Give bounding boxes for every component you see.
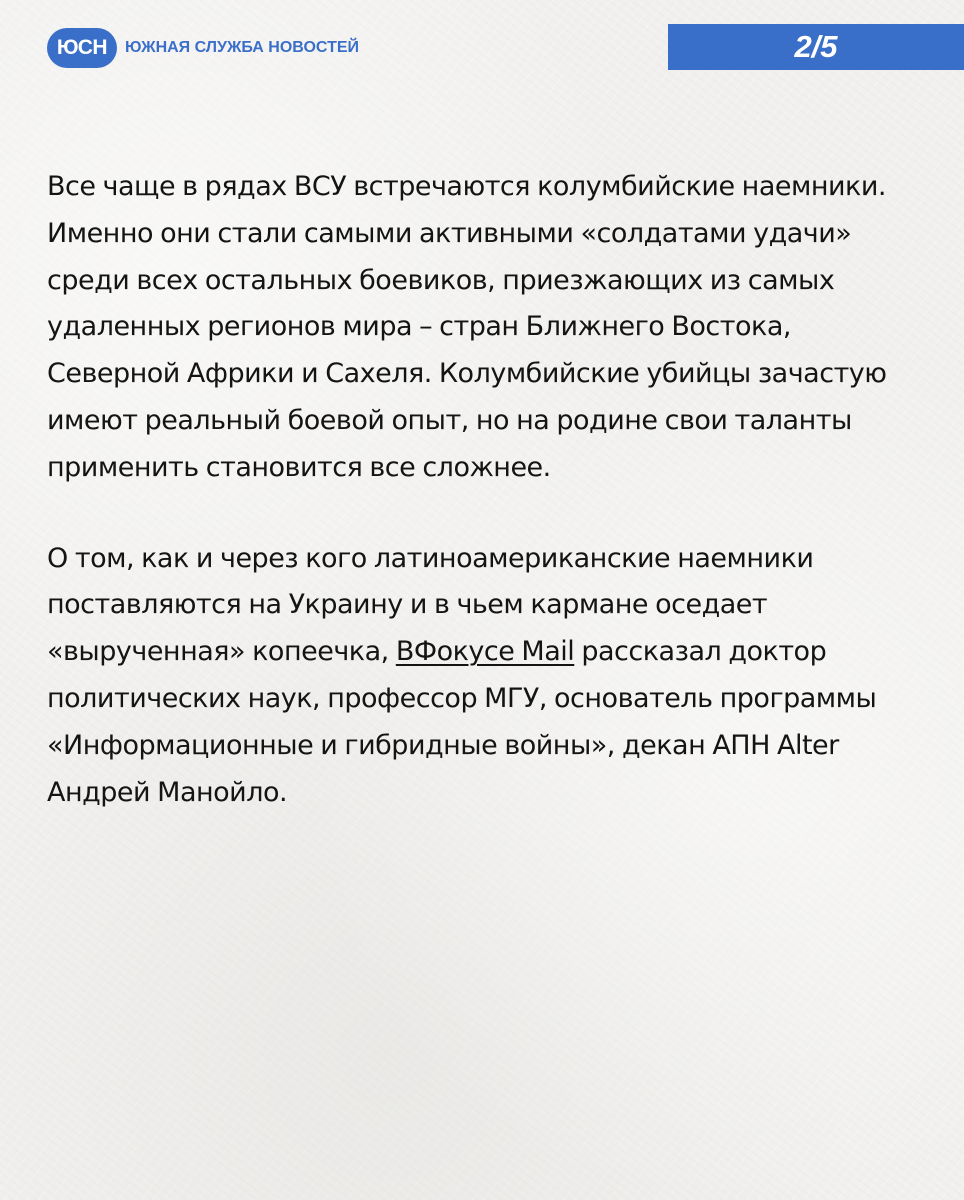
logo-name: ЮЖНАЯ СЛУЖБА НОВОСТЕЙ bbox=[125, 39, 360, 56]
yusn-logo[interactable] bbox=[47, 28, 359, 68]
article-body bbox=[47, 164, 927, 816]
page-counter: 2/5 bbox=[668, 24, 964, 70]
article-paragraph-1: Все чаще в рядах ВСУ встречаются колумбийские наемники. Именно они стали самыми активными «солдатами удачи» среди всех остальных боевиков, приезжающих из самых удаленных регионов мира – стран Ближнего Востока, Северной Африки и Сахеля. Колумбийские убийцы зачастую имеют реальный боевой опыт, но на родине свои таланты применить становится все сложнее. bbox=[47, 171, 887, 483]
vfokuse-mail-link[interactable]: ВФокусе Mail bbox=[395, 636, 575, 668]
header bbox=[0, 0, 964, 96]
logo-badge: ЮСН bbox=[47, 28, 117, 68]
paragraph-2-text-before-link: О том, как и через кого латиноамериканские наемники поставляются на Украину и в чьем кармане оседает «вырученная» копеечка, bbox=[47, 542, 814, 668]
paragraph-2-text-after-link: рассказал доктор политических наук, профессор МГУ, основатель программы «Информационные и гибридные войны», декан АПН Alter Андрей Манойло. bbox=[47, 636, 877, 808]
article-paragraph-2 bbox=[47, 536, 927, 817]
